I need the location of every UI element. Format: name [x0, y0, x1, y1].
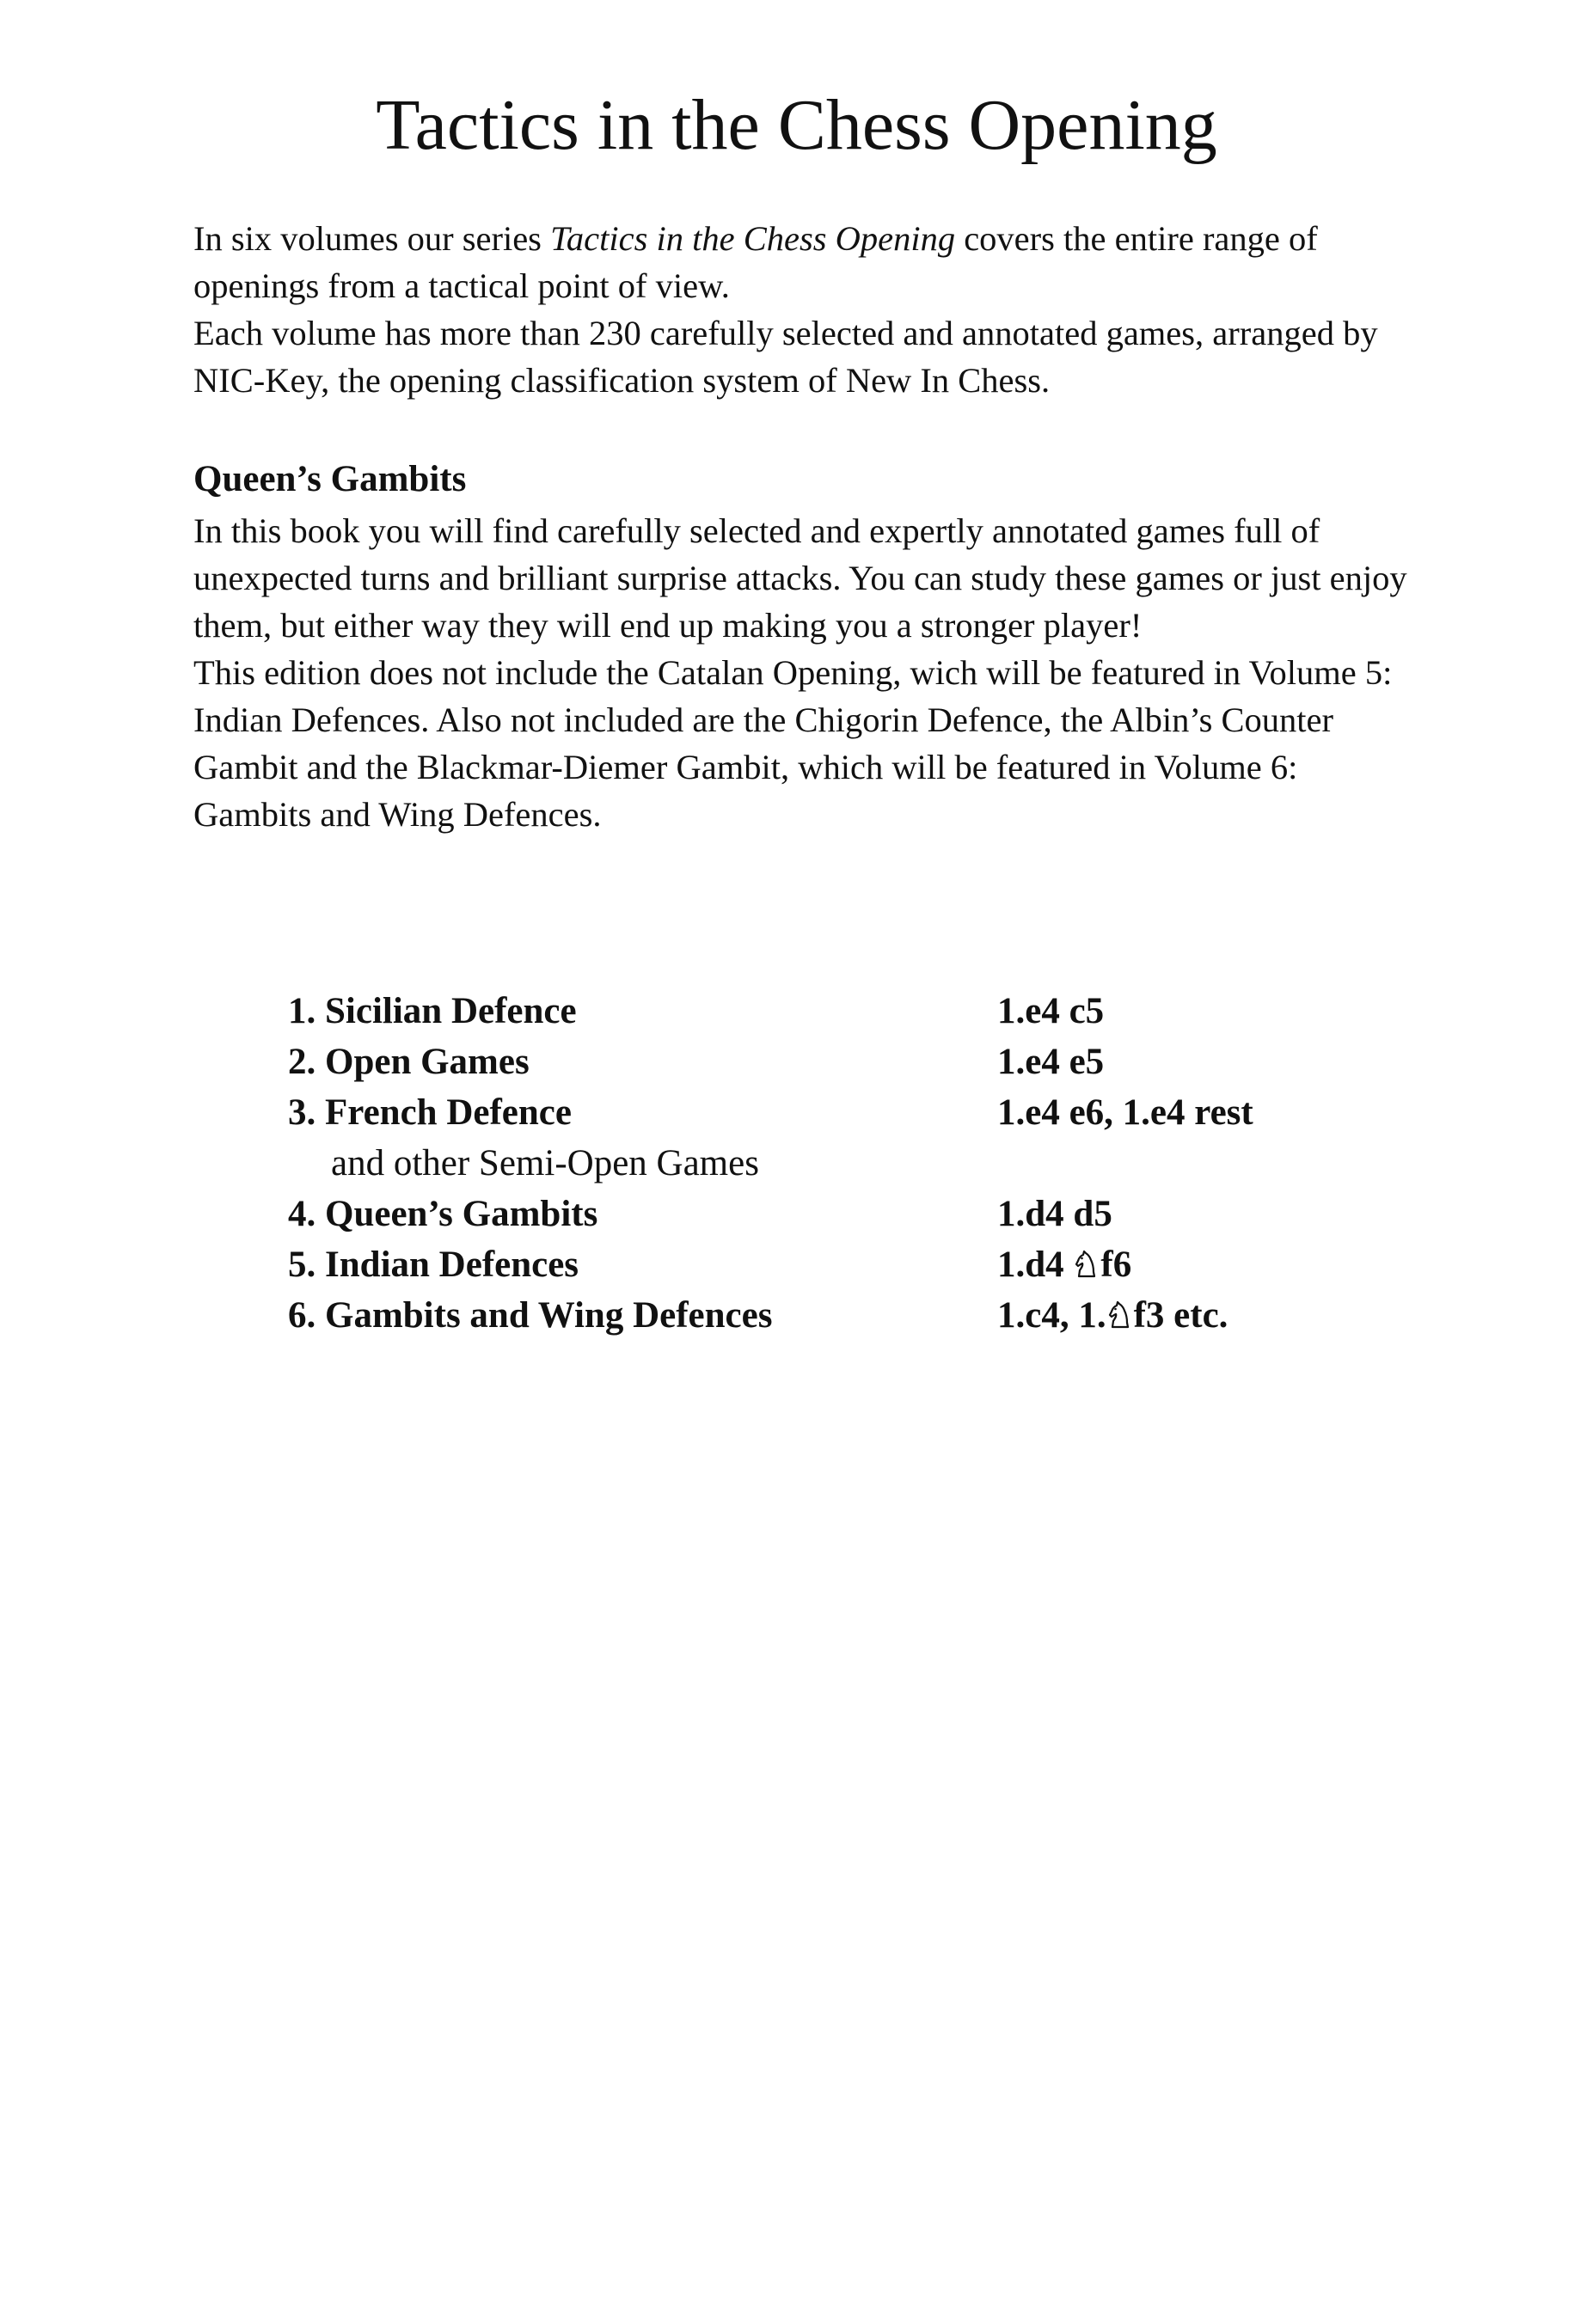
volume-item-6	[288, 1290, 1406, 1341]
volume-moves	[997, 1290, 1228, 1341]
volume-moves: 1.d4 d5	[997, 1194, 1112, 1234]
volume-item-1	[288, 986, 1406, 1037]
volume-name: 4. Queen’s Gambits	[288, 1194, 598, 1234]
volume-name: 5. Indian Defences	[288, 1245, 579, 1285]
moves-before: 1.d4	[997, 1245, 1074, 1285]
volume-item-4	[288, 1189, 1406, 1239]
page-title: Tactics in the Chess Opening	[376, 85, 1217, 165]
section-body	[193, 507, 1414, 838]
moves-before: 1.c4, 1.	[997, 1295, 1106, 1336]
volume-item-2	[288, 1037, 1406, 1087]
volume-name: 1. Sicilian Defence	[288, 991, 577, 1031]
moves-after: f6	[1100, 1245, 1132, 1285]
volume-name: 3. French Defence	[288, 1092, 572, 1133]
section-heading: Queen’s Gambits	[193, 459, 467, 499]
white-knight-icon	[1107, 1300, 1133, 1330]
intro-text-before: In six volumes our series	[193, 219, 551, 258]
section-paragraph-2: This edition does not include the Catalan Opening, wich will be featured in Volume 5: Indian Defences. Also not included are the Chigorin Defence, the Albin’s Counter Gambit and the Blackmar-Diemer Gambit, which will be featured in Volume 6: Gambits and Wing Defences.	[193, 653, 1393, 834]
volume-list	[288, 986, 1406, 1341]
volume-moves	[997, 1239, 1131, 1290]
volume-moves: 1.e4 c5	[997, 991, 1105, 1031]
section-paragraph-1: In this book you will find carefully selected and expertly annotated games full of unexpected turns and brilliant surprise attacks. You can study these games or just enjoy them, but either way they will end up making you a stronger player!	[193, 511, 1407, 645]
volume-subtitle: and other Semi-Open Games	[331, 1143, 759, 1183]
volume-moves: 1.e4 e6, 1.e4 rest	[997, 1092, 1253, 1133]
volume-name: 2. Open Games	[288, 1042, 530, 1082]
intro-text	[193, 215, 1414, 404]
series-name: Tactics in the Chess Opening	[550, 219, 956, 258]
white-knight-icon	[1074, 1250, 1100, 1279]
moves-after: f3 etc.	[1133, 1295, 1228, 1336]
intro-text-after: covers the entire range of openings from a tactical point of view.	[193, 219, 1318, 305]
intro-paragraph-1	[193, 215, 1414, 309]
volume-moves: 1.e4 e5	[997, 1042, 1105, 1082]
volume-name: 6. Gambits and Wing Defences	[288, 1295, 773, 1336]
volume-item-3-subtitle	[288, 1138, 1406, 1189]
intro-paragraph-2: Each volume has more than 230 carefully selected and annotated games, arranged by NIC-Key, the opening classification system of New In Chess.	[193, 314, 1378, 400]
volume-item-5	[288, 1239, 1406, 1290]
volume-item-3	[288, 1087, 1406, 1138]
